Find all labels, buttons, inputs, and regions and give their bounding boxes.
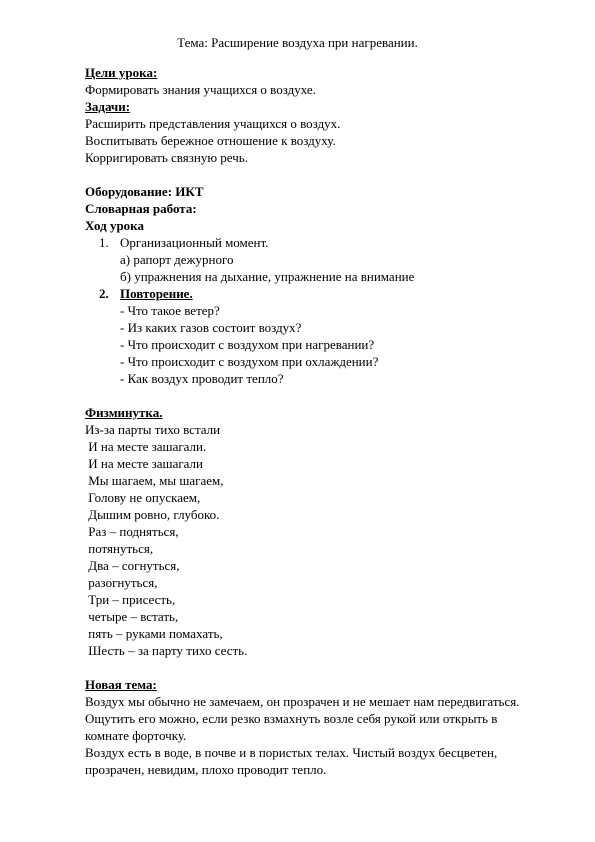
lesson-step-2 bbox=[85, 285, 565, 302]
step-label: Повторение. bbox=[120, 286, 193, 301]
exercise-heading: Физминутка. bbox=[85, 405, 163, 420]
lesson-heading: Ход урока bbox=[85, 218, 144, 233]
paragraph-line: Воздух мы обычно не замечаем, он прозрачен и не мешает нам передвигаться. bbox=[85, 694, 520, 709]
poem-line: И на месте зашагали bbox=[85, 456, 204, 471]
vocabulary-heading: Словарная работа: bbox=[85, 201, 197, 216]
document-body bbox=[85, 64, 565, 778]
task-item: Расширить представления учащихся о воздух. bbox=[85, 116, 341, 131]
question-item: - Как воздух проводит тепло? bbox=[120, 371, 284, 386]
poem-line: И на месте зашагали. bbox=[85, 439, 207, 454]
paragraph-line: прозрачен, невидим, плохо проводит тепло. bbox=[85, 762, 327, 777]
tasks-heading: Задачи: bbox=[85, 99, 131, 114]
poem-line: Дышим ровно, глубоко. bbox=[85, 507, 220, 522]
step-number: 1. bbox=[99, 235, 109, 250]
new-topic-heading: Новая тема: bbox=[85, 677, 157, 692]
poem-line: потянуться, bbox=[85, 541, 154, 556]
step-number: 2. bbox=[99, 286, 109, 301]
poem-line: пять – руками помахать, bbox=[85, 626, 223, 641]
paragraph-line: Воздух есть в воде, в почве и в пористых телах. Чистый воздух бесцветен, bbox=[85, 745, 498, 760]
paragraph-line: Ощутить его можно, если резко взмахнуть возле себя рукой или открыть в bbox=[85, 711, 498, 726]
document-title: Тема: Расширение воздуха при нагревании. bbox=[177, 35, 418, 50]
goals-text: Формировать знания учащихся о воздухе. bbox=[85, 82, 316, 97]
equipment-heading: Оборудование: ИКТ bbox=[85, 184, 204, 199]
question-item: - Что происходит с воздухом при охлаждении? bbox=[120, 354, 379, 369]
poem-line: разогнуться, bbox=[85, 575, 158, 590]
lesson-step-1 bbox=[85, 234, 565, 251]
poem-line: Два – согнуться, bbox=[85, 558, 180, 573]
question-item: - Из каких газов состоит воздух? bbox=[120, 320, 302, 335]
poem-line: Три – присесть, bbox=[85, 592, 176, 607]
goals-heading: Цели урока: bbox=[85, 65, 158, 80]
paragraph-line: комнате форточку. bbox=[85, 728, 187, 743]
step-sub-item: а) рапорт дежурного bbox=[120, 252, 234, 267]
poem-line: Голову не опускаем, bbox=[85, 490, 201, 505]
question-item: - Что происходит с воздухом при нагревании? bbox=[120, 337, 375, 352]
poem-line: Шесть – за парту тихо сесть. bbox=[85, 643, 248, 658]
task-item: Корригировать связную речь. bbox=[85, 150, 248, 165]
step-label: Организационный момент. bbox=[120, 235, 269, 250]
task-item: Воспитывать бережное отношение к воздуху. bbox=[85, 133, 336, 148]
poem-line: Раз – подняться, bbox=[85, 524, 179, 539]
poem-line: четыре – встать, bbox=[85, 609, 179, 624]
poem-line: Мы шагаем, мы шагаем, bbox=[85, 473, 224, 488]
step-sub-item: б) упражнения на дыхание, упражнение на внимание bbox=[120, 269, 415, 284]
question-item: - Что такое ветер? bbox=[120, 303, 220, 318]
poem-line: Из-за парты тихо встали bbox=[85, 422, 221, 437]
